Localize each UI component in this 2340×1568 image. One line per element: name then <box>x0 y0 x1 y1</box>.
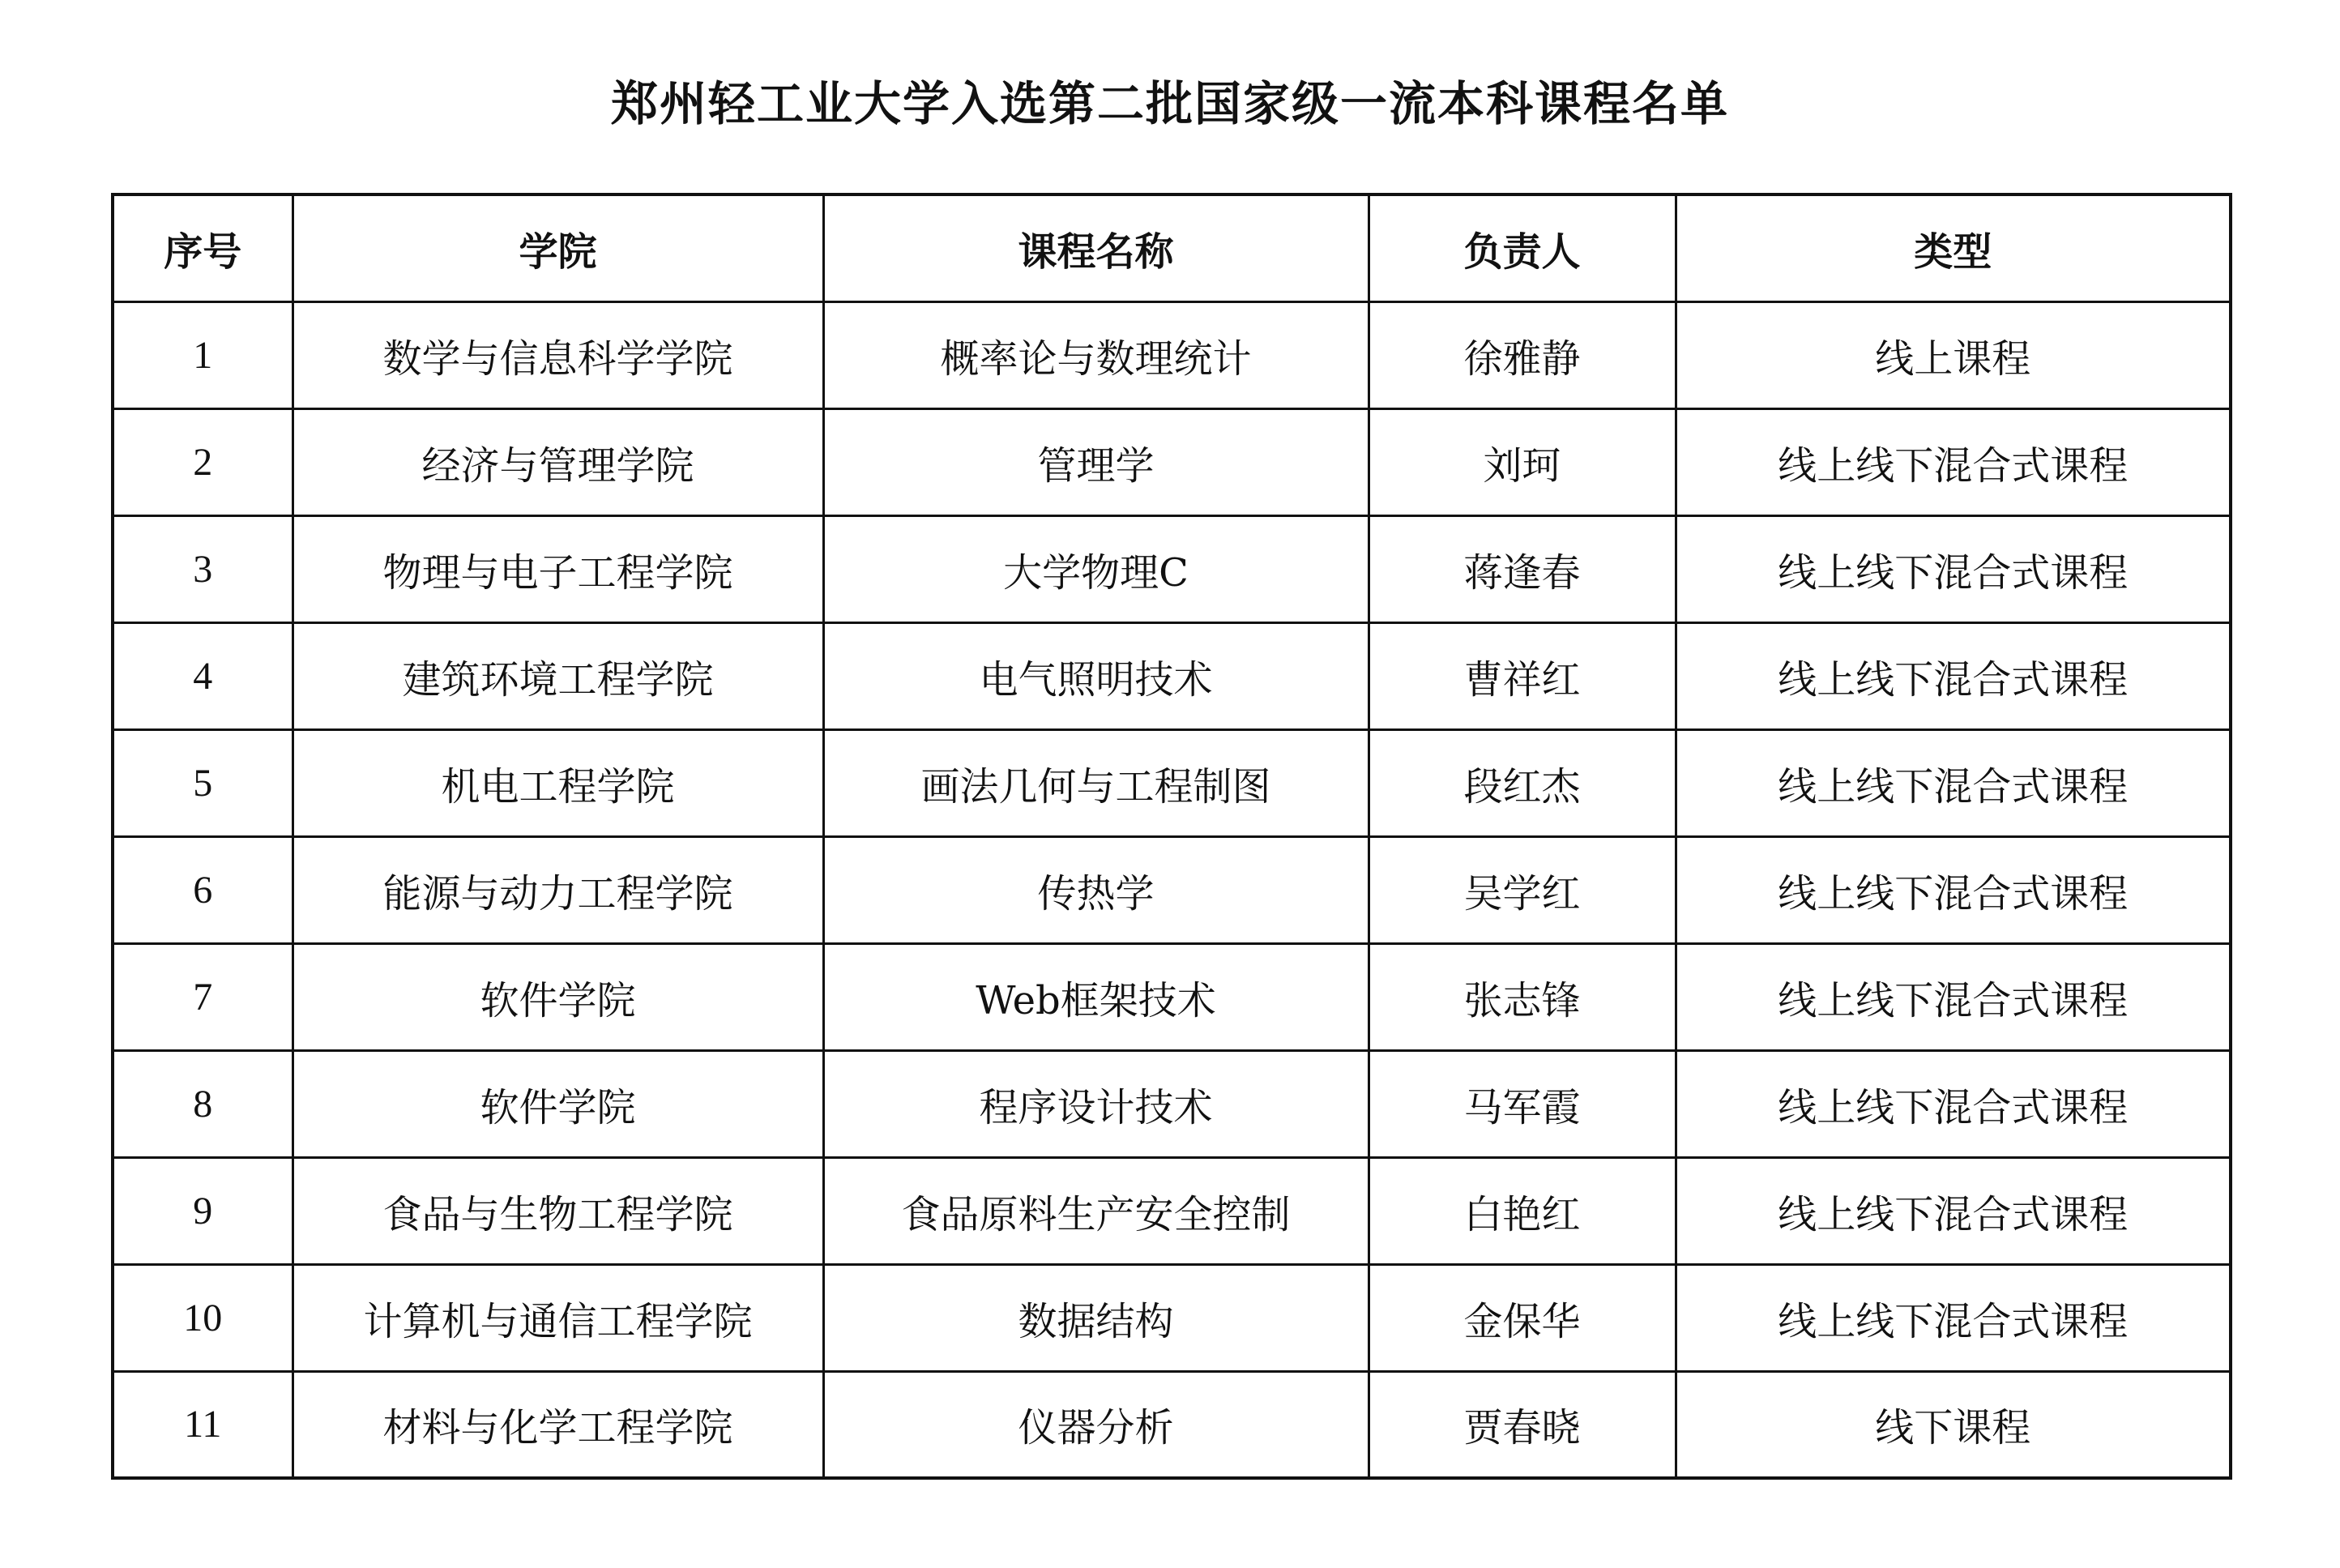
table-row <box>113 622 2231 729</box>
table-row <box>113 1157 2231 1264</box>
table-row <box>113 1050 2231 1157</box>
header-course-name: 课程名称 <box>823 194 1369 301</box>
cell-course-name: 概率论与数理统计 <box>823 301 1369 408</box>
cell-index: 2 <box>113 408 292 515</box>
cell-college: 经济与管理学院 <box>292 408 823 515</box>
table-row <box>113 1371 2231 1478</box>
cell-leader: 吴学红 <box>1369 836 1676 943</box>
cell-course-name: 数据结构 <box>823 1264 1369 1371</box>
table-row <box>113 515 2231 622</box>
cell-type: 线上线下混合式课程 <box>1676 1050 2231 1157</box>
cell-type: 线下课程 <box>1676 1371 2231 1478</box>
header-index: 序号 <box>113 194 292 301</box>
header-type: 类型 <box>1676 194 2231 301</box>
cell-type: 线上线下混合式课程 <box>1676 729 2231 836</box>
cell-college: 数学与信息科学学院 <box>292 301 823 408</box>
cell-type: 线上课程 <box>1676 301 2231 408</box>
course-table <box>111 193 2232 1480</box>
cell-index: 10 <box>113 1264 292 1371</box>
cell-leader: 马军霞 <box>1369 1050 1676 1157</box>
cell-index: 6 <box>113 836 292 943</box>
page-title: 郑州轻工业大学入选第二批国家级一流本科课程名单 <box>610 76 1729 131</box>
cell-course-name: 管理学 <box>823 408 1369 515</box>
cell-college: 物理与电子工程学院 <box>292 515 823 622</box>
cell-course-name: 程序设计技术 <box>823 1050 1369 1157</box>
table-row <box>113 729 2231 836</box>
cell-type: 线上线下混合式课程 <box>1676 836 2231 943</box>
cell-leader: 金保华 <box>1369 1264 1676 1371</box>
header-leader: 负责人 <box>1369 194 1676 301</box>
cell-course-name: 传热学 <box>823 836 1369 943</box>
cell-course-name: 画法几何与工程制图 <box>823 729 1369 836</box>
cell-course-name: 仪器分析 <box>823 1371 1369 1478</box>
cell-leader: 曹祥红 <box>1369 622 1676 729</box>
cell-type: 线上线下混合式课程 <box>1676 943 2231 1050</box>
cell-index: 1 <box>113 301 292 408</box>
table-row <box>113 301 2231 408</box>
cell-type: 线上线下混合式课程 <box>1676 515 2231 622</box>
cell-index: 3 <box>113 515 292 622</box>
cell-college: 建筑环境工程学院 <box>292 622 823 729</box>
table-row <box>113 836 2231 943</box>
cell-college: 计算机与通信工程学院 <box>292 1264 823 1371</box>
table-row <box>113 408 2231 515</box>
header-row <box>113 194 2231 301</box>
table-row <box>113 1264 2231 1371</box>
cell-college: 食品与生物工程学院 <box>292 1157 823 1264</box>
cell-type: 线上线下混合式课程 <box>1676 408 2231 515</box>
cell-type: 线上线下混合式课程 <box>1676 622 2231 729</box>
cell-course-name: 食品原料生产安全控制 <box>823 1157 1369 1264</box>
cell-leader: 张志锋 <box>1369 943 1676 1050</box>
cell-leader: 白艳红 <box>1369 1157 1676 1264</box>
cell-leader: 徐雅静 <box>1369 301 1676 408</box>
cell-course-name: 电气照明技术 <box>823 622 1369 729</box>
cell-index: 9 <box>113 1157 292 1264</box>
cell-leader: 段红杰 <box>1369 729 1676 836</box>
cell-course-name: Web框架技术 <box>823 943 1369 1050</box>
cell-type: 线上线下混合式课程 <box>1676 1157 2231 1264</box>
cell-leader: 蒋逢春 <box>1369 515 1676 622</box>
cell-index: 11 <box>113 1371 292 1478</box>
header-college: 学院 <box>292 194 823 301</box>
cell-college: 材料与化学工程学院 <box>292 1371 823 1478</box>
cell-leader: 刘珂 <box>1369 408 1676 515</box>
cell-index: 4 <box>113 622 292 729</box>
cell-college: 机电工程学院 <box>292 729 823 836</box>
cell-index: 8 <box>113 1050 292 1157</box>
cell-college: 能源与动力工程学院 <box>292 836 823 943</box>
table-row <box>113 943 2231 1050</box>
cell-type: 线上线下混合式课程 <box>1676 1264 2231 1371</box>
cell-course-name: 大学物理C <box>823 515 1369 622</box>
cell-leader: 贾春晓 <box>1369 1371 1676 1478</box>
cell-college: 软件学院 <box>292 943 823 1050</box>
cell-index: 7 <box>113 943 292 1050</box>
cell-college: 软件学院 <box>292 1050 823 1157</box>
cell-index: 5 <box>113 729 292 836</box>
